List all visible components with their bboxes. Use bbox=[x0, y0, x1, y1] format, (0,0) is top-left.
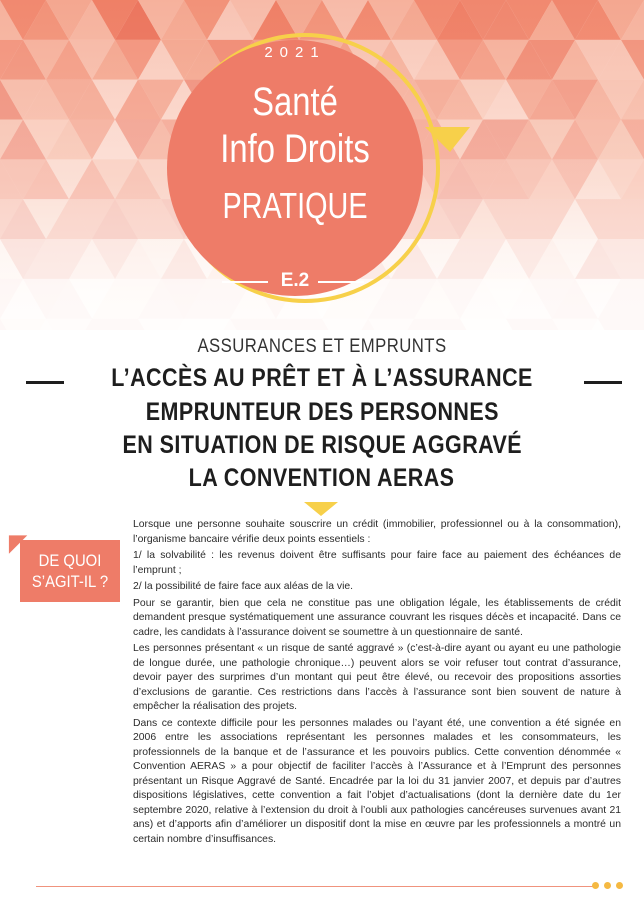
paragraph: Dans ce contexte difficile pour les personnes malades ou l’ayant été, une convention a été signée en 2006 entre les associations représentant les personnes malades et les consommateurs, les professionnels de la banque et de l’assurance et les pouvoirs publics. Cette convention dénommée « Convention AERAS » a pour objectif de faciliter l’accès à l’Assurance et à l’Emprunt des personnes présentant un Risque Aggravé de Santé. Encadrée par la loi du 31 janvier 2007, et depuis par d’autres dispositions législatives, cette convention a fait l’objet d’actualisations (dont la dernière date du 1er septembre 2020, relative à l’extension du droit à l’oubli aux pathologies cancéreuses survenues avant 21 ans) et d’apports afin d’améliorer un dispositif dont la mise en œuvre par les professionnels a montré un certain nombre d’insuffisances. bbox=[133, 717, 621, 845]
title-pointer-triangle bbox=[304, 502, 338, 516]
paragraph: 2/ la possibilité de faire face aux aléas de la vie. bbox=[133, 581, 354, 592]
footer-dot bbox=[592, 882, 599, 889]
brand-title-line3: PRATIQUE bbox=[222, 185, 368, 226]
section-label-line1: DE QUOI bbox=[38, 552, 102, 570]
category-heading: ASSURANCES ET EMPRUNTS bbox=[197, 336, 447, 357]
paragraph: 1/ la solvabilité : les revenus doivent être suffisants pour faire face au paiement des échéances de l’emprunt ; bbox=[133, 550, 621, 576]
sheet-code: E.2 bbox=[280, 270, 310, 291]
body-text bbox=[133, 518, 621, 849]
page-title-line2: EMPRUNTEUR DES PERSONNES bbox=[145, 398, 499, 426]
page-title-line4: LA CONVENTION AERAS bbox=[189, 464, 455, 492]
brand-title-line2: Info Droits bbox=[220, 127, 370, 171]
section-label-box bbox=[20, 540, 120, 602]
page-title-line1: L’ACCÈS AU PRÊT ET À L’ASSURANCE bbox=[111, 364, 533, 392]
footer-rule bbox=[36, 886, 598, 887]
paragraph: Lorsque une personne souhaite souscrire un crédit (immobilier, professionnel ou à la consommation), l’organisme bancaire vérifie deux points essentiels : bbox=[133, 519, 621, 545]
paragraph: Pour se garantir, bien que cela ne constitue pas une obligation légale, les établissements de crédit demandent presque systématiquement une assurance couvrant les risques décès et incapacité. Dans ce cadre, les candidats à l’assurance doivent se soumettre à un questionnaire de santé. bbox=[133, 597, 621, 638]
section-label-line2: S’AGIT-IL ? bbox=[31, 573, 109, 591]
brand-title-line1: Santé bbox=[252, 80, 338, 124]
page-title-line3: EN SITUATION DE RISQUE AGGRAVÉ bbox=[122, 431, 522, 459]
footer-dot bbox=[616, 882, 623, 889]
footer-dot bbox=[604, 882, 611, 889]
paragraph: Les personnes présentant « un risque de santé aggravé » (c’est-à-dire ayant ou ayant eu une pathologie de longue durée, une pathologie chronique…) peuvent alors se voir refuser tout contrat d’assurance, devoir payer des surprimes d’un montant qui peut être élevé, ou recevoir des propositions assorties d’exclusions de garantie. Ces restrictions dans l’accès à l’assurance sont bien souvent de nature à empêcher la réalisation des projets. bbox=[133, 643, 621, 712]
edition-year: 2021 bbox=[264, 44, 326, 61]
